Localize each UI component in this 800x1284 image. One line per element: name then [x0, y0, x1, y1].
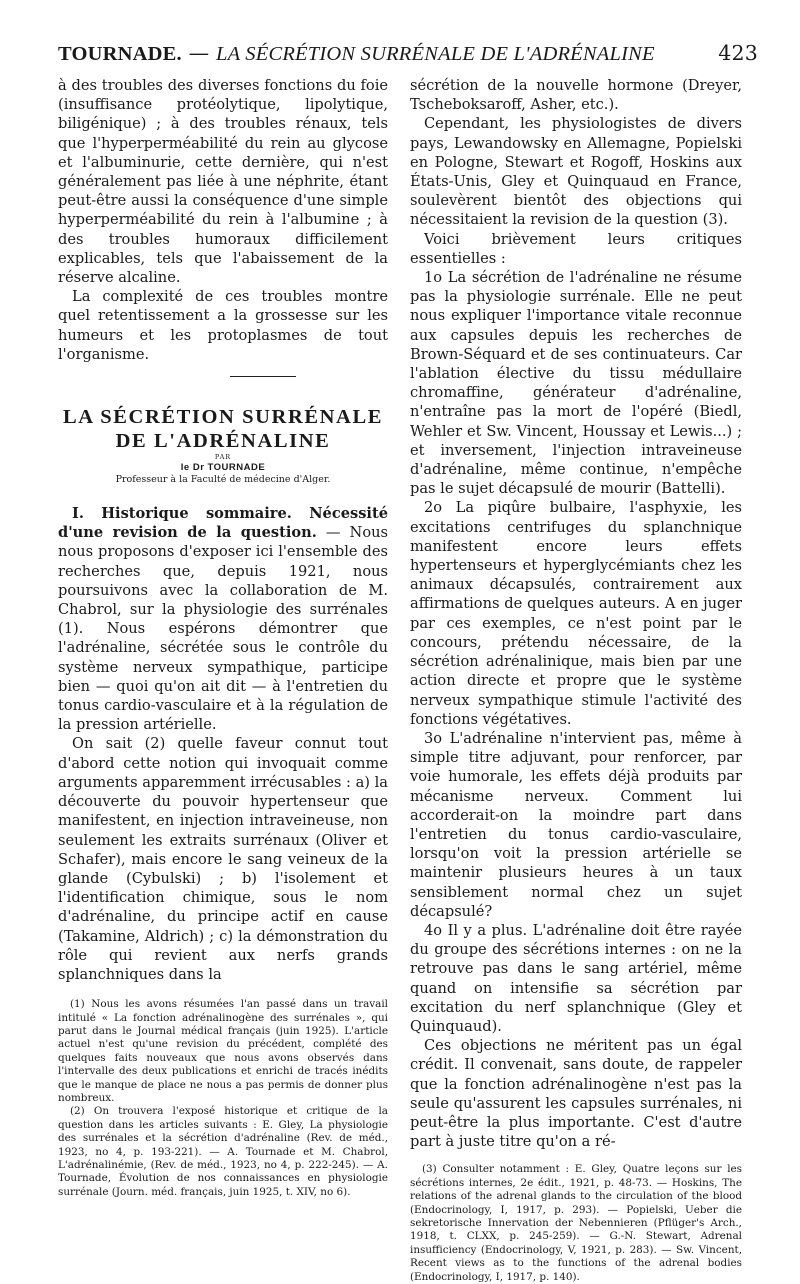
section-heading: I. Historique sommaire. Nécessité d'une revision de la question. — [58, 505, 388, 542]
article-title-line-1: LA SÉCRÉTION SURRÉNALE — [63, 406, 383, 429]
footnote-2: (2) On trouvera l'exposé historique et critique de la question dans les articles suivants : E. Gley, La physiologie des surrénales et la sécrétion d'adrénaline (Rev. de méd., 1923, no 4, p. 193-221). — A. Tournade et M. Chabrol, L'adrénalinémie, (Rev. de méd., 1923, no 4, p. 222-245). — A. Tournade, Évolution de nos connaissances en physiologie surrénale (Journ. méd. français, juin 1925, t. XIV, no 6). — [58, 1105, 388, 1198]
left-paragraph-3 — [58, 504, 388, 734]
right-paragraph-8: Ces objections ne méritent pas un égal crédit. Il convenait, sans doute, de rappeler que la fonction adrénalinogène n'est pas la seule qu'assurent les capsules surrénales, ni peut-être la plus importante. C'est d'autre part à juste titre qu'on a ré- — [410, 1037, 742, 1151]
left-footnotes — [58, 998, 388, 1199]
right-paragraph-2: Cependant, les physiologistes de divers pays, Lewandowsky en Allemagne, Popielski en Pologne, Stewart et Rogoff, Hoskins aux États-Unis, Gley et Quinquaud en France, soulevèrent bientôt des objections qui nécessitaient la revision de la question (3). — [410, 115, 742, 229]
right-paragraph-3: Voici brièvement leurs critiques essentielles : — [410, 230, 742, 267]
header-title: LA SÉCRÉTION SURRÉNALE DE L'ADRÉNALINE — [216, 43, 655, 65]
right-paragraph-5: 2o La piqûre bulbaire, l'asphyxie, les excitations centrifuges du splanchnique manifestent encore leurs effets hypertenseurs et hyperglycémiants chez les animaux décapsulés, contrairement aux affirmations de quelques auteurs. A en juger par ces exemples, ce n'est point par le concours, prétendu nécessaire, de la sécrétion adrénalinique, mais bien par une action directe et propre que le système nerveux sympathique stimule l'activité des fonctions végétatives. — [410, 499, 742, 728]
running-header — [58, 38, 758, 68]
page-number: 423 — [718, 41, 758, 65]
byline-par: PAR — [214, 453, 232, 462]
article-title-line-2: DE L'ADRÉNALINE — [115, 430, 331, 453]
right-footnotes — [410, 1163, 742, 1284]
section-divider — [230, 376, 296, 377]
header-separator: — — [188, 41, 210, 65]
right-paragraph-6: 3o L'adrénaline n'intervient pas, même à simple titre adjuvant, pour renforcer, par voie humorale, les effets déjà produits par mécanisme nerveux. Comment lui accorderait-on la moindre part dans l'entretien du tonus cardio-vasculaire, lorsqu'on voit la pression artérielle se maintenir plusieurs heures à un taux sensiblement normal chez un sujet décapsulé? — [410, 729, 742, 920]
left-paragraph-3-text: — Nous nous proposons d'exposer ici l'ensemble des recherches que, depuis 1921, nous poursuivons avec la collaboration de M. Chabrol, sur la physiologie des surrénales (1). Nous espérons démontrer que l'adrénaline, sécrétée sous le contrôle du système nerveux sympathique, participe bien — quoi qu'on ait dit — à l'entretien du tonus cardio-vasculaire et à la régulation de la pression artérielle. — [58, 524, 388, 734]
left-paragraph-1: à des troubles des diverses fonctions du foie (insuffisance protéolytique, lipolytique, biligénique) ; à des troubles rénaux, tels que l'hyperperméabilité du rein au glycose et l'albuminurie, cette dernière, qui n'est généralement pas liée à une néphrite, étant peut-être aussi la conséquence d'une simple hyperperméabilité du rein à l'albumine ; à des troubles humoraux difficilement explicables, tels que l'abaissement de la réserve alcaline. — [58, 77, 388, 287]
right-paragraph-1: sécrétion de la nouvelle hormone (Dreyer, Tscheboksaroff, Asher, etc.). — [410, 77, 742, 114]
right-column — [410, 76, 742, 1284]
left-paragraph-2: La complexité de ces troubles montre quel retentissement a la grossesse sur les humeurs et les protoplasmes de tout l'organisme. — [58, 288, 388, 363]
author-affiliation: Professeur à la Faculté de médecine d'Alger. — [115, 474, 331, 486]
footnote-3: (3) Consulter notamment : E. Gley, Quatre leçons sur les sécrétions internes, 2e édit., 1921, p. 48-73. — Hoskins, The relations of the adrenal glands to the circulation of the blood (Endocrinology, I, 1917, p. 293). — Popielski, Ueber die sekretorische Innervation der Nebennieren (Pflüger's Arch., 1918, t. CLXX, p. 245-259). — G.-N. Stewart, Adrenal insufficiency (Endocrinology, V, 1921, p. 283). — Sw. Vincent, Recent views as to the functions of the adrenal bodies (Endocrinology, I, 1917, p. 140). — [410, 1163, 742, 1283]
right-paragraph-4: 1o La sécrétion de l'adrénaline ne résume pas la physiologie surrénale. Elle ne peut nous expliquer l'importance vitale reconnue aux capsules depuis les recherches de Brown-Séquard et de ses continuateurs. Car l'ablation élective du tissu médullaire chromaffine, générateur d'adrénaline, n'entraîne pas la mort de l'opéré (Biedl, Wehler et Sw. Vincent, Houssay et Lewis...) ; et inversement, l'injection intraveineuse d'adrénaline, même continue, n'empêche pas le sujet décapsulé de mourir (Battelli). — [410, 269, 742, 498]
header-author: TOURNADE. — [58, 43, 182, 65]
article-author: le Dr TOURNADE — [180, 462, 266, 474]
left-paragraph-4: On sait (2) quelle faveur connut tout d'abord cette notion qui invoquait comme arguments apparemment irrécusables : a) la découverte du pouvoir hypertenseur que manifestent, en injection intraveineuse, non seulement les extraits surrénaux (Oliver et Schafer), mais encore le sang veineux de la glande (Cybulski) ; b) l'isolement et l'identification chimique, sous le nom d'adrénaline, du principe actif en cause (Takamine, Aldrich) ; c) la démonstration du rôle qui revient aux nerfs grands splanchniques dans la — [58, 735, 388, 983]
right-paragraph-7: 4o Il y a plus. L'adrénaline doit être rayée du groupe des sécrétions internes : on ne la retrouve pas dans le sang artériel, même quand on intensifie sa sécrétion par excitation du nerf splanchnique (Gley et Quinquaud). — [410, 921, 742, 1035]
footnote-1: (1) Nous les avons résumées l'an passé dans un travail intitulé « La fonction adrénalinogène des surrénales », qui parut dans le Journal médical français (juin 1925). L'article actuel n'est qu'une revision du précédent, complété des quelques faits nouveaux que nous avons observés dans l'intervalle des deux publications et enrichi de tracés inédits que le manque de place ne nous a pas permis de donner plus nombreux. — [58, 998, 388, 1104]
left-column — [58, 76, 388, 1199]
